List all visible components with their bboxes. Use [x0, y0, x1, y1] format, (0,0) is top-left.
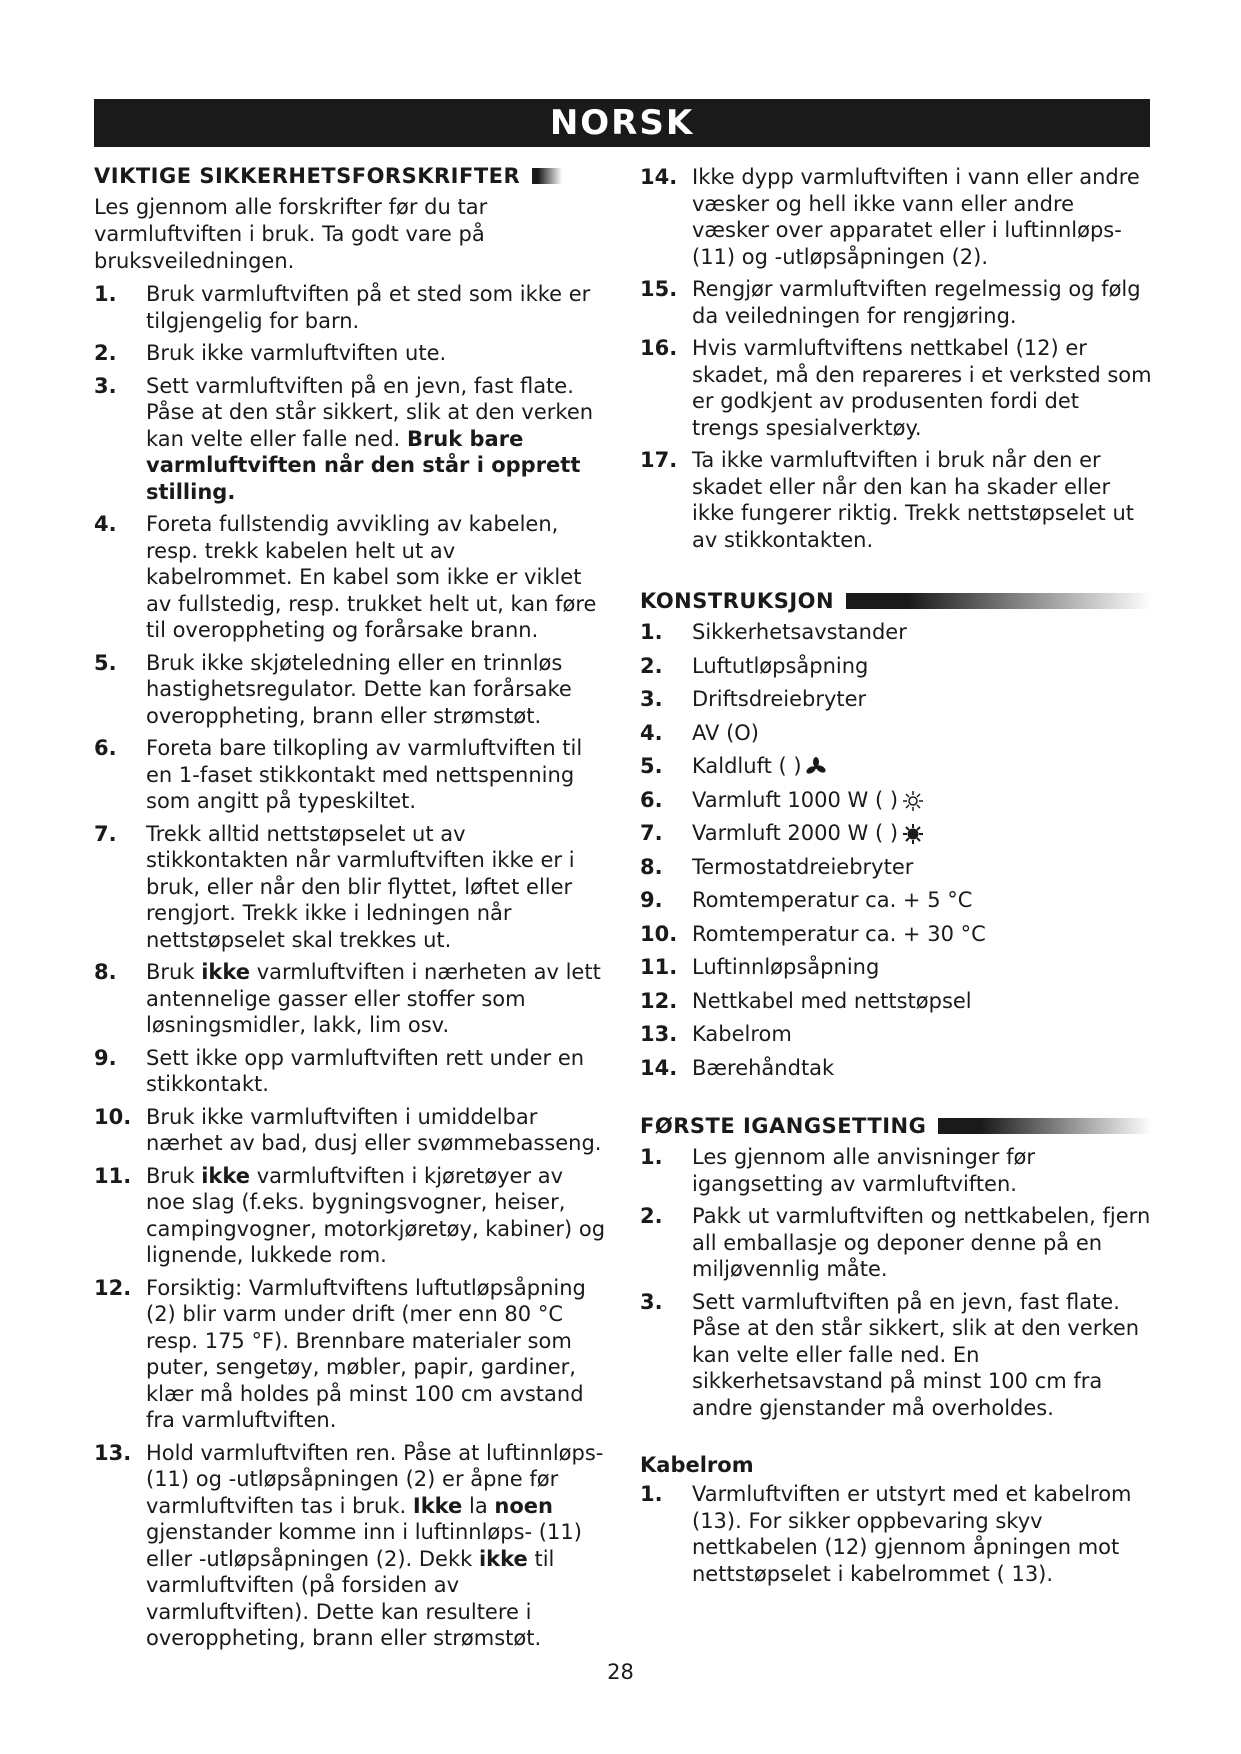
item-number: 3.: [640, 1289, 663, 1314]
part-item-5: [640, 753, 1152, 780]
item-text: Bruk ikke skjøteledning eller en trinnløs hastighetsregulator. Dette kan forårsake overoppheting, brann eller strømstøt.: [146, 650, 572, 728]
item-bold-text: ikke: [478, 1546, 528, 1571]
item-number: 3.: [94, 373, 117, 398]
item-number: 16.: [640, 336, 678, 360]
safety-item-14: [640, 164, 1152, 270]
item-bold-text: Ikke: [412, 1493, 463, 1518]
item-number: 17.: [640, 448, 678, 472]
safety-item-9: [94, 1045, 606, 1098]
item-number: 13.: [94, 1440, 132, 1465]
fan-icon: [806, 757, 826, 777]
safety-item-17: [640, 447, 1152, 553]
construction-heading-text: KONSTRUKSJON: [640, 589, 835, 613]
item-text: Nettkabel med nettstøpsel: [692, 988, 972, 1013]
item-text: Sett varmluftviften på en jevn, fast flate. Påse at den står sikkert, slik at den verken kan velte eller falle ned.: [146, 373, 594, 451]
item-text: til varmluftviften (på forsiden av varmluftviften). Dette kan resultere i overoppheting, brann eller strømstøt.: [146, 1546, 555, 1650]
item-number: 8.: [640, 854, 663, 879]
item-text: Bruk: [146, 1163, 195, 1188]
item-number: 1.: [94, 282, 117, 306]
part-item-14: [640, 1055, 1152, 1082]
safety-list: [94, 281, 606, 1652]
item-text: Luftutløpsåpning: [692, 653, 869, 678]
cable-item-1: [640, 1481, 1152, 1587]
item-number: 11.: [640, 955, 678, 979]
safety-item-8: [94, 959, 606, 1039]
item-text: varmluftviften i kjøretøyer av noe slag (f.eks. bygningsvogner, heiser, campingvogner, motorkjøretøy, kabiner) og lignende, lukkede rom.: [146, 1163, 606, 1267]
item-number: 4.: [640, 720, 663, 745]
item-bold-text: Bruk bare varmluftviften når den står i opprett stilling.: [146, 426, 581, 504]
item-text: Varmluftviften er utstyrt med et kabelrom (13). For sikker oppbevaring skyv nettkabelen (12) gjennom åpningen mot nettstøpselet i kabelrommet ( 13).: [692, 1482, 1132, 1586]
item-text: Rengjør varmluftviften regelmessig og følg da veiledningen for rengjøring.: [692, 277, 1141, 328]
left-column: [94, 164, 606, 1658]
part-item-8: [640, 854, 1152, 881]
item-number: 2.: [640, 653, 663, 678]
page-number: 28: [607, 1660, 634, 1684]
safety-heading: [94, 164, 606, 188]
heading-bar: [532, 168, 562, 184]
item-number: 12.: [640, 988, 678, 1013]
first-use-heading-text: FØRSTE IGANGSETTING: [640, 1114, 927, 1138]
safety-item-2: [94, 340, 606, 367]
item-number: 10.: [640, 921, 678, 946]
item-number: 6.: [94, 736, 117, 760]
item-text: Hold varmluftviften ren. Påse at luftinnløps- (11) og -utløpsåpningen (2) er åpne før varmluftviften tas i bruk.: [146, 1440, 604, 1518]
safety-item-10: [94, 1104, 606, 1157]
item-number: 9.: [94, 1045, 117, 1070]
part-item-10: [640, 921, 1152, 948]
first-use-item-2: [640, 1203, 1152, 1283]
item-text: Bruk varmluftviften på et sted som ikke er tilgjengelig for barn.: [146, 282, 591, 333]
item-text: Romtemperatur ca. + 5 °C: [692, 888, 973, 912]
item-text: Termostatdreiebryter: [692, 854, 914, 879]
item-number: 1.: [640, 1145, 663, 1169]
item-text: varmluftviften i nærheten av lett antennelige gasser eller stoffer som løsningsmidler, lakk, lim osv.: [146, 960, 601, 1037]
item-text: Luftinnløpsåpning: [692, 955, 880, 979]
first-use-list: [640, 1144, 1152, 1421]
cable-list: [640, 1481, 1152, 1587]
safety-item-7: [94, 821, 606, 954]
item-bold-text: ikke: [201, 960, 251, 984]
part-item-7: [640, 820, 1152, 847]
first-use-item-1: [640, 1144, 1152, 1197]
item-number: 15.: [640, 277, 678, 301]
item-bold-text: ikke: [201, 1163, 251, 1188]
item-text: Bærehåndtak: [692, 1055, 835, 1080]
right-column: [640, 164, 1152, 1593]
part-item-3: [640, 686, 1152, 713]
item-text: Bruk: [146, 960, 195, 984]
item-text: Kaldluft ( ): [692, 754, 802, 778]
item-text: Foreta fullstendig avvikling av kabelen, resp. trekk kabelen helt ut av kabelrommet. En kabel som ikke er viklet av fullstedig, resp. trukket helt ut, kan føre til overoppheting og forårsake brann.: [146, 512, 597, 642]
construction-list: [640, 619, 1152, 1081]
safety-heading-text: VIKTIGE SIKKERHETSFORSKRIFTER: [94, 164, 521, 188]
item-number: 11.: [94, 1163, 132, 1188]
safety-item-13: [94, 1440, 606, 1652]
safety-intro: Les gjennom alle forskrifter før du tar varmluftviften i bruk. Ta godt vare på bruksveiledningen.: [94, 195, 488, 273]
part-item-4: [640, 720, 1152, 747]
heading-bar: [846, 593, 1152, 609]
sun-filled-icon: [902, 823, 924, 845]
cable-heading: Kabelrom: [640, 1453, 754, 1477]
item-number: 2.: [94, 341, 117, 365]
part-item-13: [640, 1021, 1152, 1048]
item-text: Romtemperatur ca. + 30 °C: [692, 921, 986, 946]
item-number: 3.: [640, 687, 663, 711]
sun-outline-icon: [902, 790, 924, 812]
item-number: 2.: [640, 1204, 663, 1228]
item-number: 7.: [94, 821, 117, 846]
part-item-12: [640, 988, 1152, 1015]
item-text: Ikke dypp varmluftviften i vann eller andre væsker og hell ikke vann eller andre væsker over apparatet eller i luftinnløps- (11) og -utløpsåpningen (2).: [692, 165, 1140, 269]
item-text: Trekk alltid nettstøpselet ut av stikkontakten når varmluftviften ikke er i bruk, eller når den blir flyttet, løftet eller rengjort. Trekk ikke i ledningen når nettstøpselet skal trekkes ut.: [146, 821, 575, 952]
item-text: Les gjennom alle anvisninger før igangsetting av varmluftviften.: [692, 1145, 1035, 1196]
item-number: 9.: [640, 888, 663, 912]
safety-item-3: [94, 373, 606, 506]
item-number: 13.: [640, 1022, 678, 1046]
language-banner: NORSK: [94, 99, 1150, 147]
item-text: Forsiktig: Varmluftviftens luftutløpsåpning (2) blir varm under drift (mer enn 80 °C resp. 175 °F). Brennbare materialer som puter, sengetøy, møbler, papir, gardiner, klær må holdes på minst 100 cm avstand fra varmluftviften.: [146, 1275, 586, 1432]
item-number: 14.: [640, 165, 678, 189]
item-text: Bruk ikke varmluftviften ute.: [146, 341, 447, 365]
item-number: 12.: [94, 1275, 132, 1300]
item-number: 4.: [94, 512, 117, 536]
item-text: Foreta bare tilkopling av varmluftviften til en 1-faset stikkontakt med nettspenning som angitt på typeskiltet.: [146, 736, 583, 813]
item-number: 8.: [94, 960, 117, 984]
item-text: la: [469, 1493, 488, 1518]
first-use-item-3: [640, 1289, 1152, 1422]
item-number: 10.: [94, 1104, 132, 1129]
item-number: 1.: [640, 620, 663, 644]
item-text: Kabelrom: [692, 1022, 792, 1046]
item-text: Sett varmluftviften på en jevn, fast flate. Påse at den står sikkert, slik at den verken kan velte eller falle ned. En sikkerhetsavstand på minst 100 cm fra andre gjenstander må overholdes.: [692, 1289, 1140, 1420]
safety-item-11: [94, 1163, 606, 1269]
item-text: AV (O): [692, 720, 759, 745]
part-item-1: [640, 619, 1152, 646]
construction-heading: [640, 589, 1152, 613]
item-text: Pakk ut varmluftviften og nettkabelen, fjern all emballasje og deponer denne på en miljøvennlig måte.: [692, 1204, 1151, 1281]
item-number: 1.: [640, 1482, 663, 1506]
first-use-heading: [640, 1114, 1152, 1138]
item-number: 5.: [640, 754, 663, 778]
safety-item-5: [94, 650, 606, 730]
item-text: Bruk ikke varmluftviften i umiddelbar nærhet av bad, dusj eller svømmebasseng.: [146, 1104, 602, 1155]
item-number: 6.: [640, 787, 663, 812]
item-text: Driftsdreiebryter: [692, 687, 867, 711]
safety-list-continued: [640, 164, 1152, 553]
part-item-11: [640, 954, 1152, 981]
item-text: Sikkerhetsavstander: [692, 620, 907, 644]
safety-item-6: [94, 735, 606, 815]
item-text: gjenstander komme inn i luftinnløps- (11) eller -utløpsåpningen (2). Dekk: [146, 1520, 582, 1571]
part-item-6: [640, 787, 1152, 814]
part-item-9: [640, 887, 1152, 914]
part-item-2: [640, 653, 1152, 680]
item-number: 7.: [640, 821, 663, 845]
safety-item-16: [640, 335, 1152, 441]
item-text: Ta ikke varmluftviften i bruk når den er skadet eller når den kan ha skader eller ikke fungerer riktig. Trekk nettstøpselet ut av stikkontakten.: [692, 448, 1134, 552]
item-number: 14.: [640, 1055, 678, 1080]
heading-bar: [938, 1118, 1152, 1134]
item-bold-text: noen: [494, 1493, 553, 1518]
safety-item-1: [94, 281, 606, 334]
item-number: 5.: [94, 650, 117, 675]
item-text: Hvis varmluftviftens nettkabel (12) er skadet, må den repareres i et verksted som er godkjent av produsenten fordi det trengs spesialverktøy.: [692, 336, 1152, 440]
safety-item-12: [94, 1275, 606, 1434]
safety-item-15: [640, 276, 1152, 329]
item-text: Varmluft 1000 W ( ): [692, 787, 899, 812]
item-text: Sett ikke opp varmluftviften rett under en stikkontakt.: [146, 1045, 585, 1096]
item-text: Varmluft 2000 W ( ): [692, 821, 899, 845]
safety-item-4: [94, 511, 606, 644]
